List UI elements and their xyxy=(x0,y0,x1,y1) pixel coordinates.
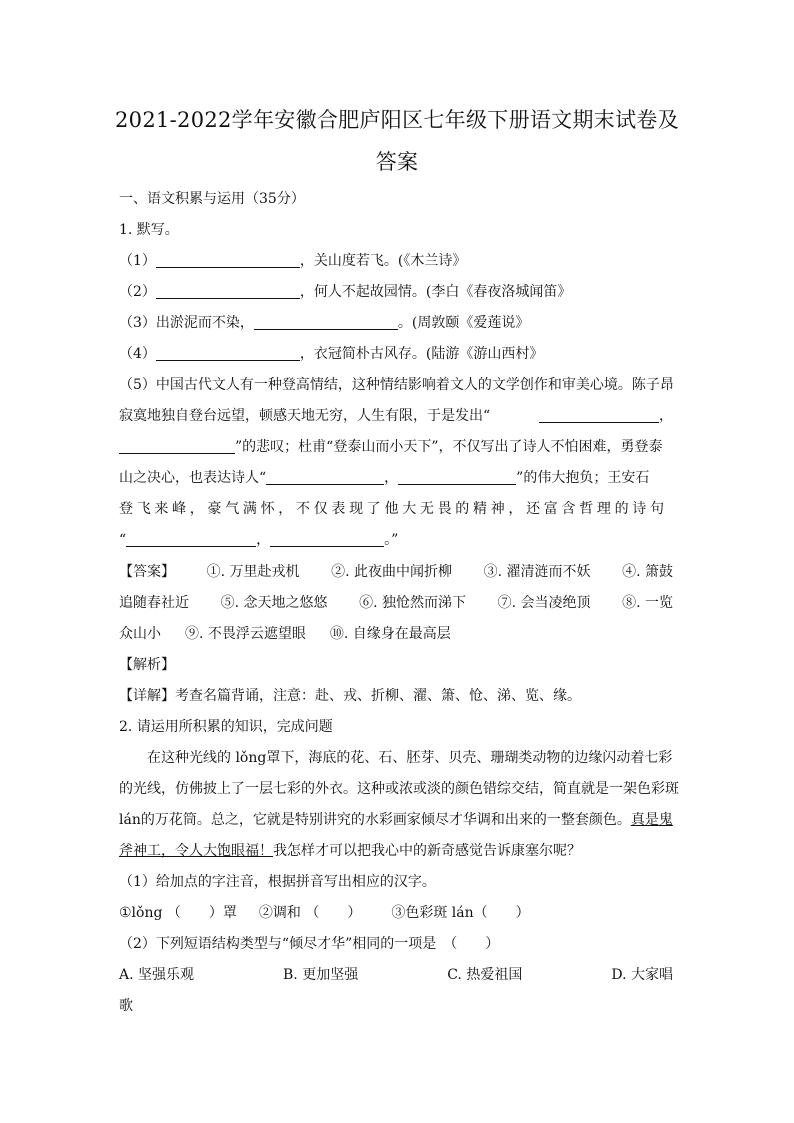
option-d-wrap: 歌 xyxy=(119,998,133,1014)
question-1-part-5-line6: “ ， 。” xyxy=(119,532,399,548)
passage-line-1: 在这种光线的 lǒng罩下，海底的花、石、胚芽、贝壳、珊瑚类动物的边缘闪动着七彩 xyxy=(147,750,673,766)
question-2-sub-2: （2）下列短语结构类型与“倾尽才华”相同的一项是 （ ） xyxy=(119,936,500,952)
document-title-line2: 答案 xyxy=(375,150,419,174)
question-1-part-5-line1: （5）中国古代文人有一种登高情结，这种情结影响着文人的文学创作和审美心境。陈子昂 xyxy=(119,377,674,393)
answer-label: 【答案】 xyxy=(119,564,175,580)
document-title: 2021-2022学年安徽合肥庐阳区七年级下册语文期末试卷及 xyxy=(115,108,679,132)
answer-blank xyxy=(539,408,659,423)
answer-row-3: 众山小 ⑨. 不畏浮云遮望眼 ⑩. 自缘身在最高层 xyxy=(119,626,451,642)
question-2-sub-1: （1）给加点的字注音，根据拼音写出相应的汉字。 xyxy=(119,874,436,890)
answer-blank xyxy=(398,470,516,485)
passage-line-3: lán的万花筒。总之，它就是特别讲究的水彩画家倾尽才华调和出来的一整套颜色。真是鬼 xyxy=(119,812,673,828)
answer-blank xyxy=(156,346,300,361)
option-a: A. 坚强乐观 xyxy=(119,967,195,983)
answer-blank xyxy=(156,253,300,268)
section-heading: 一、语文积累与运用（35分） xyxy=(119,191,305,207)
question-1-part-2: （2） ，何人不起故园情。(李白《春夜洛城闻笛》 xyxy=(119,284,572,300)
answer-blank xyxy=(254,315,398,330)
option-b: B. 更加坚强 xyxy=(283,967,359,983)
answer-row-2: 追随春社近 ⑤. 念天地之悠悠 ⑥. 独怆然而涕下 ⑦. 会当凌绝顶 ⑧. 一览 xyxy=(119,595,673,611)
option-c: C. 热爱祖国 xyxy=(447,967,523,983)
question-1-stem: 1. 默写。 xyxy=(119,222,179,238)
question-1-part-5-line2: 寂寞地独自登台远望，顿感天地无穷，人生有限，于是发出“ ， xyxy=(119,408,673,424)
question-1-part-3: （3）出淤泥而不染， 。(周敦颐《爱莲说》 xyxy=(119,315,530,331)
detail-line: 【详解】考查名篇背诵，注意：赴、戎、折柳、濯、箫、怆、涕、览、缘。 xyxy=(119,688,581,704)
answer-blank xyxy=(156,284,300,299)
question-1-part-5-line4: 山之决心，也表达诗人“ ， ”的伟大抱负；王安石 xyxy=(119,470,650,486)
question-1-part-5-line3: ”的悲叹；杜甫“登泰山而小天下”，不仅写出了诗人不怕困难，勇登泰 xyxy=(119,436,662,456)
question-1-part-1: （1） ，关山度若飞。(《木兰诗》 xyxy=(119,253,467,269)
question-1-part-5-line5: 登飞来峰，豪气满怀，不仅表现了他大无畏的精神，还富含哲理的诗句 xyxy=(119,501,668,517)
question-2-sub-1-items: ①lǒng （ ）罩 ②调和 （ ） ③色彩斑 lán（ ） xyxy=(119,905,530,921)
answer-blank xyxy=(119,439,235,454)
options-row xyxy=(119,964,673,984)
answer-blank xyxy=(270,532,384,547)
analysis-label: 【解析】 xyxy=(119,657,175,673)
answer-blank xyxy=(266,470,384,485)
question-1-part-4: （4） ，衣冠简朴古风存。(陆游《游山西村》 xyxy=(119,346,544,362)
option-d: D. 大家唱 xyxy=(611,967,673,983)
answer-blank xyxy=(126,532,256,547)
question-2-stem: 2. 请运用所积累的知识，完成问题 xyxy=(119,719,333,735)
answer-row-1: 【答案】 ①. 万里赴戎机 ②. 此夜曲中闻折柳 ③. 濯清涟而不妖 ④. 箫鼓 xyxy=(119,561,673,581)
passage-line-2: 的光线，仿佛披上了一层七彩的外衣。这种或浓或淡的颜色错综交结，简直就是一架色彩斑 xyxy=(119,781,679,797)
passage-line-4: 斧神工，令人大饱眼福！我怎样才可以把我心中的新奇感觉告诉康塞尔呢？ xyxy=(119,843,581,859)
